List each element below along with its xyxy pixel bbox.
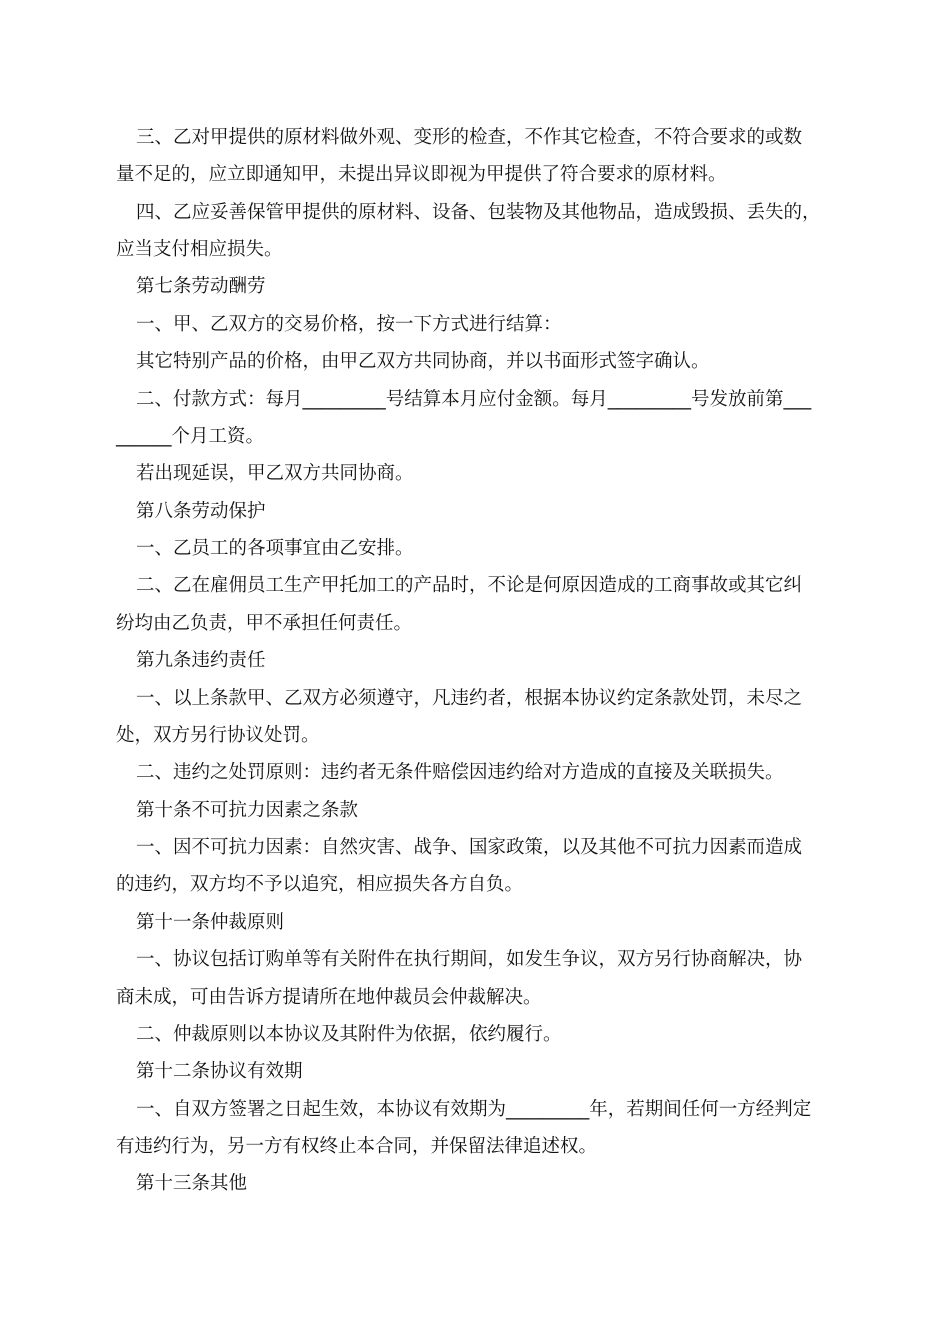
text-line: 的违约，双方均不予以追究，相应损失各方自负。 (116, 874, 524, 895)
text-line: 其它特别产品的价格，由甲乙双方共同协商，并以书面形式签字确认。 (136, 351, 710, 372)
text-line: 应当支付相应损失。 (116, 239, 283, 260)
text-line: 二、乙在雇佣员工生产甲托加工的产品时，不论是何原因造成的工商事故或其它纠 (136, 575, 803, 596)
text-line: 一、乙员工的各项事宜由乙安排。 (136, 538, 414, 559)
text-line: 一、自双方签署之日起生效，本协议有效期为_________年，若期间任何一方经判定 (136, 1099, 812, 1120)
text-line: 有违约行为，另一方有权终止本合同，并保留法律追述权。 (116, 1136, 598, 1157)
text-line: 一、协议包括订购单等有关附件在执行期间，如发生争议，双方另行协商解决，协 (136, 949, 803, 970)
text-line: 二、付款方式：每月_________号结算本月应付金额。每月_________号发放前第___ (136, 389, 812, 410)
article-heading: 第七条劳动酬劳 (136, 276, 266, 297)
text-line: 一、以上条款甲、乙双方必须遵守，凡违约者，根据本协议约定条款处罚，未尽之 (136, 688, 803, 709)
text-line: 商未成，可由告诉方提请所在地仲裁员会仲裁解决。 (116, 987, 542, 1008)
text-line: 二、仲裁原则以本协议及其附件为依据，依约履行。 (136, 1024, 562, 1045)
article-heading: 第十二条协议有效期 (136, 1061, 303, 1082)
article-heading: 第八条劳动保护 (136, 501, 266, 522)
article-heading: 第十条不可抗力因素之条款 (136, 800, 359, 821)
text-line: 一、甲、乙双方的交易价格，按一下方式进行结算： (136, 314, 562, 335)
text-line: 二、违约之处罚原则：违约者无条件赔偿因违约给对方造成的直接及关联损失。 (136, 762, 784, 783)
text-line: 一、因不可抗力因素：自然灾害、战争、国家政策，以及其他不可抗力因素而造成 (136, 837, 803, 858)
text-line: 处，双方另行协议处罚。 (116, 725, 320, 746)
article-heading: 第九条违约责任 (136, 650, 266, 671)
text-line: 四、乙应妥善保管甲提供的原材料、设备、包装物及其他物品，造成毁损、丢失的， (136, 202, 821, 223)
text-line: ______个月工资。 (116, 426, 265, 447)
text-line: 量不足的，应立即通知甲，未提出异议即视为甲提供了符合要求的原材料。 (116, 164, 727, 185)
text-line: 纷均由乙负责，甲不承担任何责任。 (116, 613, 413, 634)
article-heading: 第十一条仲裁原则 (136, 912, 285, 933)
article-heading: 第十三条其他 (136, 1173, 248, 1194)
text-line: 若出现延误，甲乙双方共同协商。 (136, 463, 414, 484)
text-line: 三、乙对甲提供的原材料做外观、变形的检查，不作其它检查，不符合要求的或数 (136, 127, 803, 148)
